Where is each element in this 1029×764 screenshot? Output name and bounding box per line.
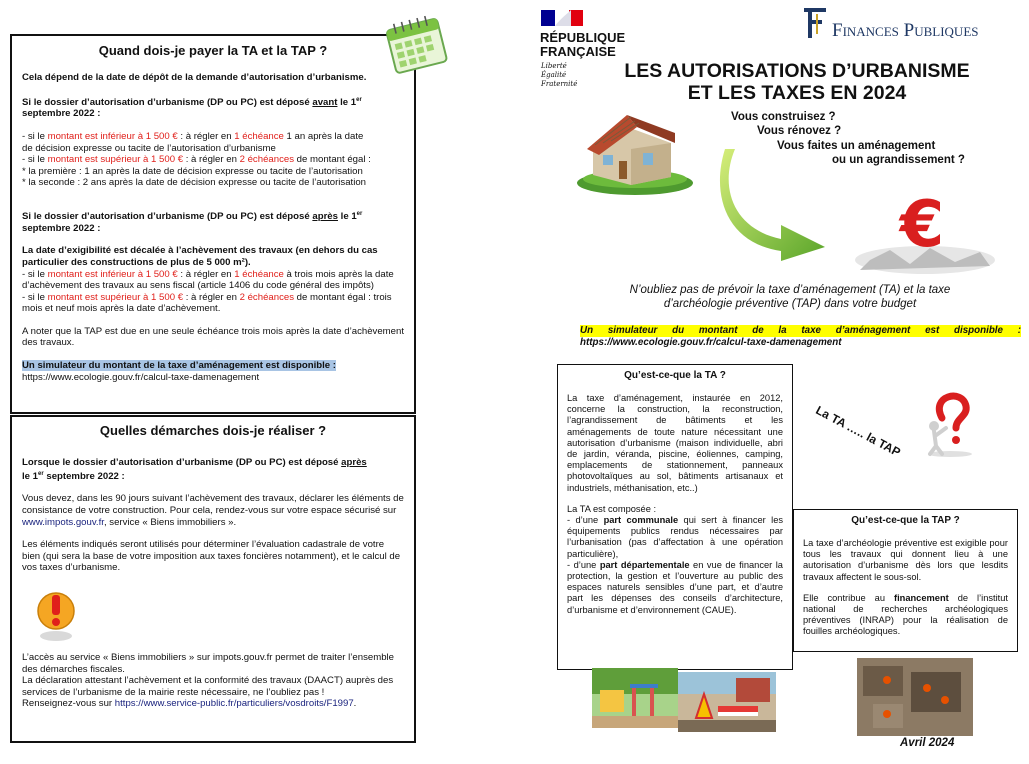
playground-photo <box>592 668 678 728</box>
demarches-title: Quelles démarches dois-je réaliser ? <box>99 423 327 438</box>
payment-intro: Cela dépend de la date de dépôt de la demande d’autorisation d’urbanisme. <box>22 72 367 83</box>
republic-motto: Liberté Égalité Fraternité <box>541 62 578 88</box>
green-arrow-icon <box>715 147 830 262</box>
impots-link[interactable]: www.impots.gouv.fr <box>22 516 104 528</box>
ta-p4: - d’une part départementale en vue de financer la protection, la gestion et l’ouverture au public des espaces naturels sensibles d’une part, et d’autre part les dépenses des conseils d’architecture, d’urbanisme et d’environnement (CAUE). <box>567 559 783 615</box>
rf-line2: FRANÇAISE <box>540 44 616 59</box>
case2-line1: - si le montant est inférieur à 1 500 € : à régler en 1 échéance à trois mois après la date d’achèvement des travaux au sens fiscal (article 1406 du code général des impôts) <box>22 268 394 292</box>
right-simulator <box>580 325 1021 348</box>
tap-p2: Elle contribue au financement de l’institut national de recherches archéologiques préventives (INRAP) pour la réalisation de fouilles archéologiques. <box>803 592 1008 637</box>
demarches-p5: Renseignez-vous sur https://www.service-public.fr/particuliers/vosdroits/F1997. <box>22 698 357 710</box>
ta-box-title: Qu’est-ce-que la TA ? <box>624 370 726 381</box>
archaeology-photo <box>857 658 973 736</box>
footer-date: Avril 2024 <box>900 737 955 749</box>
question-2: Vous rénovez ? <box>757 125 842 137</box>
case1-line3: - si le montant est supérieur à 1 500 € : à régler en 2 échéances de montant égal : <box>22 154 371 166</box>
tap-note: A noter que la TAP est due en une seule échéance trois mois après la date d’achèvement des travaux. <box>22 325 404 349</box>
marianne-logo <box>541 8 589 28</box>
ta-box <box>557 364 793 670</box>
tap-box-title: Qu’est-ce-que la TAP ? <box>851 515 960 526</box>
exclamation-icon <box>34 584 78 642</box>
rf-line1: RÉPUBLIQUE <box>540 30 626 45</box>
budget-reminder: N’oubliez pas de prévoir la taxe d’aménagement (TA) et la taxe d’archéologie préventive (TAP) dans votre budget <box>629 284 951 310</box>
left-simulator-link[interactable]: https://www.ecologie.gouv.fr/calcul-taxe-damenagement <box>22 371 260 383</box>
case2-line2: - si le montant est supérieur à 1 500 € : à régler en 2 échéances de montant égal : trois mois et neuf mois après la date d’achèvement. <box>22 291 392 315</box>
tap-box <box>793 509 1018 652</box>
main-title-line1: LES AUTORISATIONS D’URBANISME <box>624 60 970 82</box>
demarches-p1: Vous devez, dans les 90 jours suivant l’achèvement des travaux, déclarer les éléments de consistance de votre construction. Pour cela, rendez-vous sur votre espace sécurisé sur www.impots.gouv.fr, service « Biens immobiliers ». <box>22 493 404 528</box>
demarches-p3: L’accès au service « Biens immobiliers » sur impots.gouv.fr permet de traiter l’ensemble des démarches fiscales. <box>22 651 395 675</box>
case1-line5: * la seconde : 2 ans après la date de décision expresse ou tacite de l’autorisation <box>22 177 366 189</box>
question-figure-icon <box>920 388 980 458</box>
question-3: Vous faites un aménagement <box>777 140 936 152</box>
question-1: Vous construisez ? <box>731 111 836 123</box>
tap-p1: La taxe d’archéologie préventive est exigible pour tous les travaux qui donnent lieu à une autorisation d’urbanisme dès lors que lesdits travaux affectent le sous-sol. <box>803 538 1008 582</box>
case1-heading: Si le dossier d’autorisation d’urbanisme (DP ou PC) est déposé avant le 1er septembre 2022 : <box>22 96 362 120</box>
payment-box-title: Quand dois-je payer la TA et la TAP ? <box>98 43 328 58</box>
demarches-p4: La déclaration attestant l’achèvement et la conformité des travaux (DAACT) auprès des services de l’urbanisme de la mairie reste nécessaire, ne l’oubliez pas ! <box>22 675 394 698</box>
finances-publiques-logo <box>800 6 1010 46</box>
left-simulator: Un simulateur du montant de la taxe d’aménagement est disponible : https://www.ecologie.gouv.fr/calcul-taxe-damenagement <box>22 360 336 383</box>
case2-bold: La date d’exigibilité est décalée à l’achèvement des travaux (en dehors du cas particulier des constructions de plus de 5 000 m²). <box>22 245 378 268</box>
demarches-p2: Les éléments indiqués seront utilisés pour déterminer l’évaluation cadastrale de votre bien (qui sera la base de votre imposition aux taxes foncières notamment), et le calcul de vos taxes d’urbanisme. <box>22 539 401 574</box>
right-simulator-link[interactable]: https://www.ecologie.gouv.fr/calcul-taxe-damenagement <box>580 336 842 348</box>
ta-p2: La TA est composée : <box>567 503 657 514</box>
main-title-line2: ET LES TAXES EN 2024 <box>687 82 907 104</box>
ta-p1: La taxe d’aménagement, instaurée en 2012, concerne la construction, la reconstruction, l’agrandissement de bâtiments et les aménagements de toute nature nécessitant une autorisation d’urbanisme (maison individuelle, abri de jardin, véranda, piscine, éoliennes, camping, emplacements de stationnement, panneaux photovoltaïques au sol, bâtiments artisanaux et industriels, méthanisation, etc..) <box>567 393 783 493</box>
case1-line2: de décision expresse ou tacite de l’autorisation d’urbanisme <box>22 142 276 154</box>
republique-francaise <box>540 31 625 59</box>
calendar-icon <box>381 10 450 76</box>
svg-text:€: € <box>899 188 945 262</box>
main-title <box>600 60 994 104</box>
case2-heading: Si le dossier d’autorisation d’urbanisme (DP ou PC) est déposé après le 1er septembre 2022 : <box>22 210 363 234</box>
demarches-box <box>10 415 416 743</box>
demarches-heading: Lorsque le dossier d’autorisation d’urbanisme (DP ou PC) est déposé après le 1er septembre 2022 : <box>22 457 367 482</box>
case1-line4: * la première : 1 an après la date de décision expresse ou tacite de l’autorisation <box>22 165 363 177</box>
service-public-link[interactable]: https://www.service-public.fr/particuliers/vosdroits/F1997 <box>114 698 354 710</box>
right-simulator-label: Un simulateur du montant de la taxe d’aménagement est disponible : <box>580 325 1021 336</box>
question-4: ou un agrandissement ? <box>832 154 965 166</box>
euro-symbol-illustration <box>850 180 1000 275</box>
ta-tap-label: La TA ….. la TAP <box>813 403 903 460</box>
finances-publiques-text: Finances Publiques <box>832 20 979 41</box>
roadworks-photo <box>678 672 776 732</box>
case1-line1: - si le montant est inférieur à 1 500 € : à régler en 1 échéance 1 an après la date <box>22 130 364 142</box>
ta-p3: - d’une part communale qui sert à financer les équipements publics rendus nécessaires par l’urbanisation (pas d’affectation à une opération particulière), <box>567 515 784 559</box>
house-illustration <box>575 103 695 196</box>
payment-box <box>10 34 416 414</box>
